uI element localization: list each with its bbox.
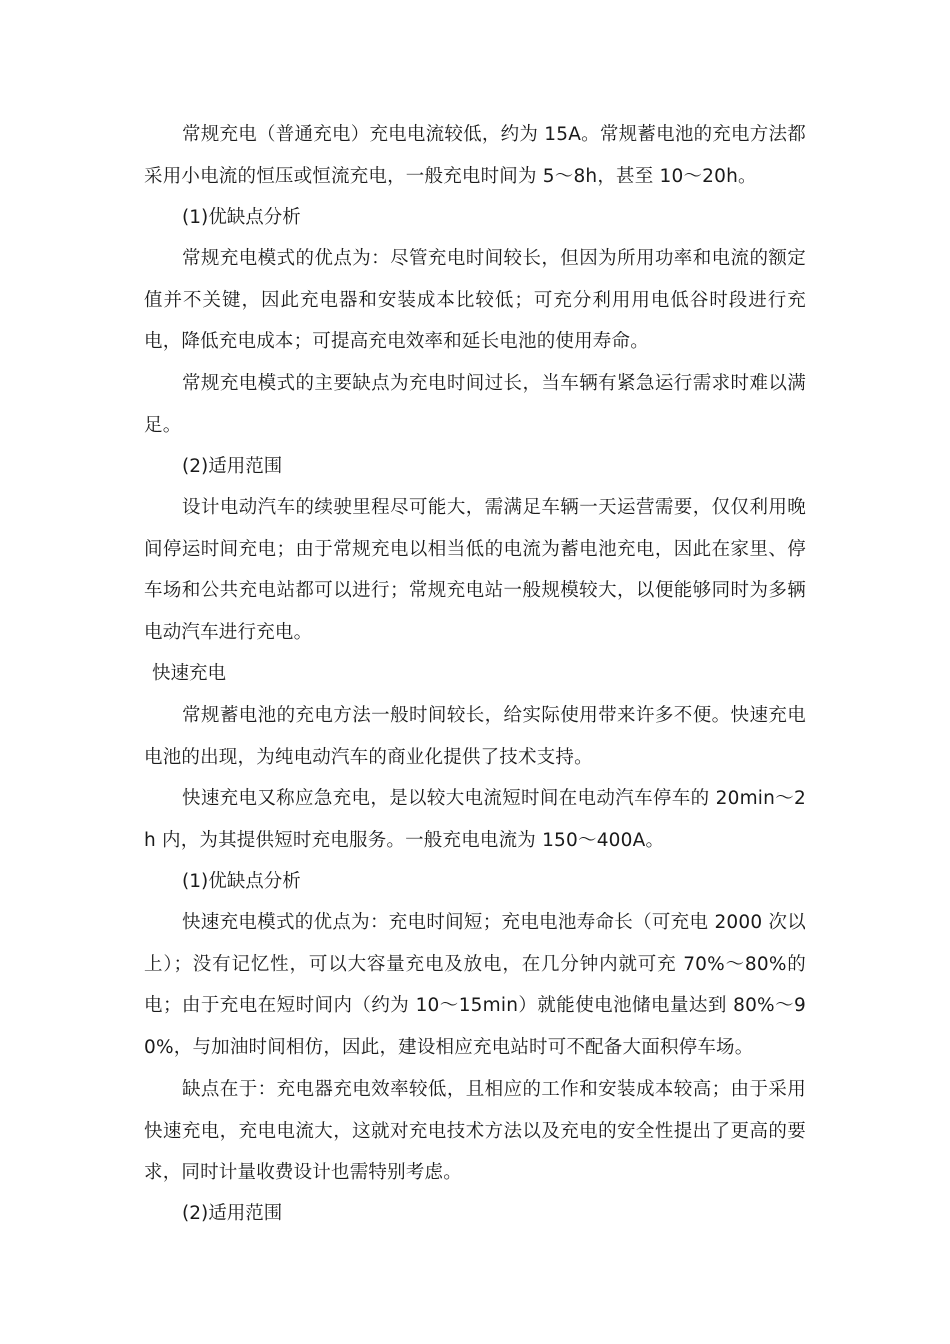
subheading-pros-cons-2: (1)优缺点分析: [182, 871, 301, 892]
paragraph-fast-charging-definition: 快速充电又称应急充电，是以较大电流短时间在电动汽车停车的 20min～2h 内，为其提供短时充电服务。一般充电电流为 150～400A。: [144, 788, 806, 851]
paragraph-fast-charging-intro: 常规蓄电池的充电方法一般时间较长，给实际使用带来许多不便。快速充电电池的出现，为纯电动汽车的商业化提供了技术支持。: [144, 705, 806, 768]
paragraph-regular-charging-advantages: 常规充电模式的优点为：尽管充电时间较长，但因为所用功率和电流的额定值并不关键，因此充电器和安装成本比较低；可充分利用用电低谷时段进行充电，降低充电成本；可提高充电效率和延长电池的使用寿命。: [144, 248, 806, 352]
paragraph-fast-charging-disadvantages: 缺点在于：充电器充电效率较低，且相应的工作和安装成本较高；由于采用快速充电，充电电流大，这就对充电技术方法以及充电的安全性提出了更高的要求，同时计量收费设计也需特别考虑。: [144, 1079, 806, 1183]
subheading-scope-1: (2)适用范围: [182, 456, 283, 477]
paragraph-regular-charging-scope: 设计电动汽车的续驶里程尽可能大，需满足车辆一天运营需要，仅仅利用晚间停运时间充电；由于常规充电以相当低的电流为蓄电池充电，因此在家里、停车场和公共充电站都可以进行；常规充电站一般规模较大，以便能够同时为多辆电动汽车进行充电。: [144, 497, 806, 643]
section-heading-fast-charging: 快速充电: [152, 663, 227, 684]
paragraph-regular-charging-intro: 常规充电（普通充电）充电电流较低，约为 15A。常规蓄电池的充电方法都采用小电流的恒压或恒流充电，一般充电时间为 5～8h，甚至 10～20h。: [144, 124, 806, 187]
paragraph-fast-charging-advantages: 快速充电模式的优点为：充电时间短；充电电池寿命长（可充电 2000 次以上）；没有记忆性，可以大容量充电及放电，在几分钟内就可充 70%～80%的电；由于充电在短时间内（约为 10～15min）就能使电池储电量达到 80%～90%，与加油时间相仿，因此，建设相应充电站时可不配备大面积停车场。: [144, 912, 806, 1058]
subheading-pros-cons-1: (1)优缺点分析: [182, 207, 301, 228]
subheading-scope-2: (2)适用范围: [182, 1203, 283, 1224]
paragraph-regular-charging-disadvantages: 常规充电模式的主要缺点为充电时间过长，当车辆有紧急运行需求时难以满足。: [144, 373, 806, 436]
